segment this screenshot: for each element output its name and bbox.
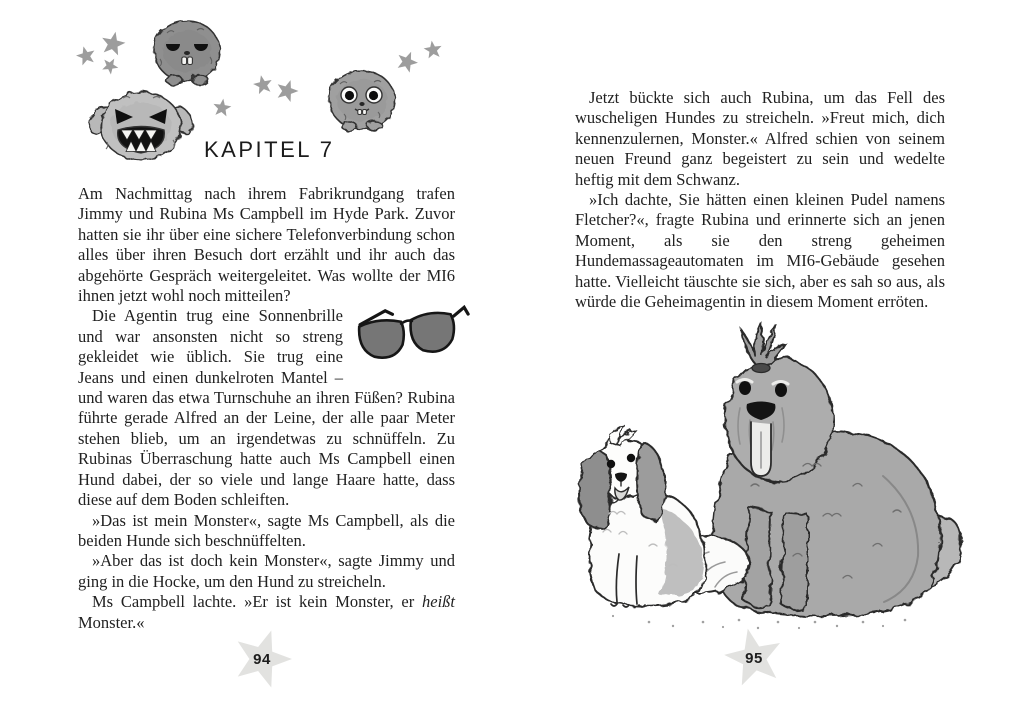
sunglasses-illustration [353, 304, 483, 374]
paragraph: Am Nachmittag nach ihrem Fabrikrundgang trafen Jimmy und Rubina Ms Campbell im Hyde Park. Zuvor hatten sie ihr über eine sichere Telefonverbindung schon alles über ihren Besuch dort erzählt und ihr auch das abgehörte Gespräch weitergeleitet. Was wollte der MI6 ihnen jetzt wohl noch mitteilen? [78, 184, 455, 306]
italic-word: heißt [422, 592, 455, 612]
monster-sleepy [154, 21, 220, 85]
page-number-left: 94 [230, 627, 294, 691]
paragraph: Ms Campbell lachte. »Er ist kein Monster, er heißt Monster.« [78, 592, 455, 632]
left-page-text [78, 184, 455, 633]
dogs-illustration [553, 316, 973, 640]
paragraph: Jetzt bückte sich auch Rubina, um das Fell des wuscheligen Hundes zu streicheln. »Freut mich, dich kennenzulernen, Monster.« Alfred schien von seinem neuen Freund ganz begeistert zu sein und wedelte heftig mit dem Schwanz. [575, 88, 945, 189]
chapter-title: KAPITEL 7 [204, 137, 335, 162]
page-number-right: 95 [722, 626, 786, 690]
paragraph: »Das ist mein Monster«, sagte Ms Campbell, als die beiden Hunde sich beschnüffelten. [78, 510, 455, 550]
big-dog-monster [713, 323, 962, 616]
paragraph: »Aber das ist doch kein Monster«, sagte Jimmy und ging in die Hocke, um den Hund zu streicheln. [78, 551, 455, 591]
paragraph: Die Agentin trug eine Sonnenbrille und war ansonsten nicht so streng gekleidet wie üblich. Sie trug eine Jeans und einen dunkelroten Mantel – und waren das etwa Turnschuhe an ihren Füßen? Rubina führte gerade Alfred an der Leine, der alle paar Meter stehen blieb, um an irgendetwas zu schnüffeln. Zu Rubinas Überraschung hatte auch Ms Campbell einen Hund dabei, der so viele und lange Haare hatte, dass diese auf dem Boden schleiften. [78, 306, 455, 510]
paragraph: »Ich dachte, Sie hätten einen kleinen Pudel namens Fletcher?«, fragte Rubina und erinnerte sich an jenen Moment, als sie den streng geheimen Hundemassageautomaten im MI6-Gebäude gesehen hatte. Vielleicht täuschte sie sich, aber es sah so aus, als würde die Geheimagentin in diesem Moment erröten. [575, 190, 945, 312]
monster-cute [329, 71, 395, 131]
right-page-text [575, 88, 945, 312]
monster-angry [85, 92, 197, 160]
